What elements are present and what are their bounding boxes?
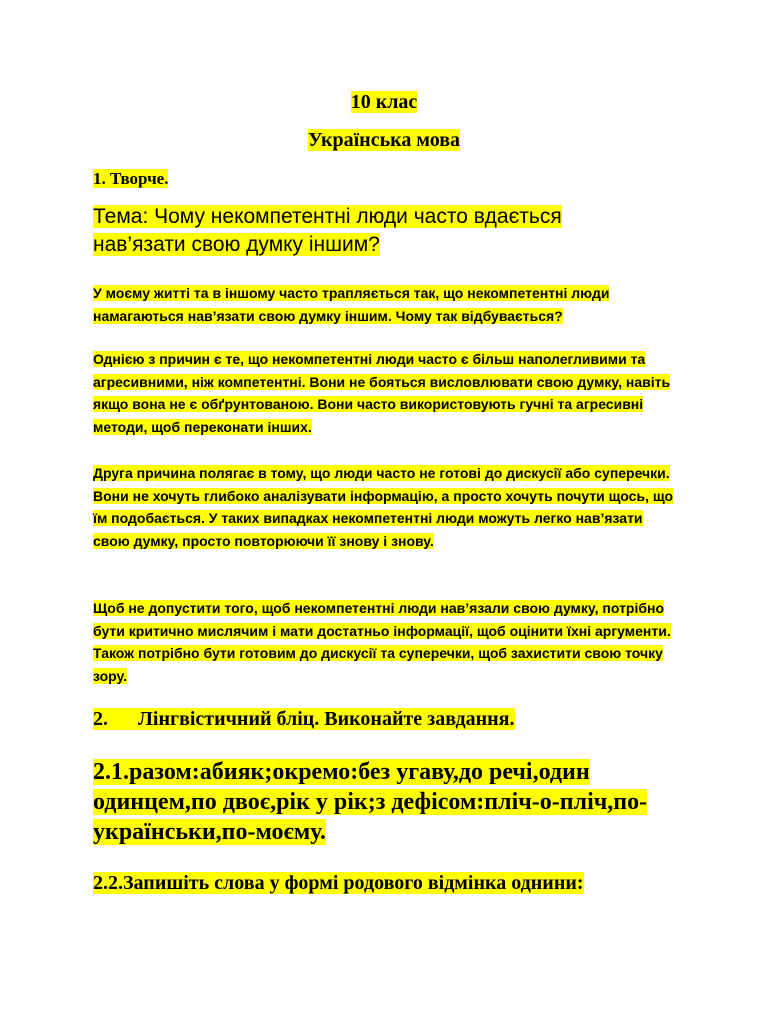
essay-paragraph-2 [93,348,683,438]
section-2-number [93,708,138,730]
section-2-number-text: 2. [93,708,108,730]
essay-paragraph-3-text: Друга причина полягає в тому, що люди часто не готові до дискусії або суперечки. Вони не хочуть глибоко аналізувати інформацію, а просто хочуть почути щось, що їм подобається. У таких випадках некомпетентні люди можуть легко нав’язати свою думку, просто повторюючи її знову і знову. [93,465,674,549]
essay-paragraph-2-text: Однією з причин є те, що некомпетентні люди часто є більш наполегливими та агресивними, ніж компетентні. Вони не бояться висловлювати свою думку, навіть якщо вона не є обґрунтованою. Вони часто використовують гучні та агресивні методи, щоб переконати інших. [93,351,671,435]
essay-topic [93,203,653,259]
grade-heading [0,90,768,114]
task-2-1-text: 2.1.разом:абияк;окремо:без угаву,до речі,один одинцем,по двоє,рік у рік;з дефісом:пліч-о-пліч,по-українськи,по-моєму. [93,759,648,845]
essay-paragraph-4-text: Щоб не допустити того, щоб некомпетентні люди нав’язали свою думку, потрібно бути критично мислячим і мати достатньо інформації, щоб оцінити їхні аргументи. Також потрібно бути готовим до дискусії та суперечки, щоб захистити свою точку зору. [93,600,671,684]
task-2-2-text: 2.2.Запишіть слова у формі родового відмінка однини: [93,872,584,894]
essay-topic-text: Тема: Чому некомпетентні люди часто вдається нав’язати свою думку іншим? [93,205,562,256]
essay-paragraph-4 [93,597,683,687]
task-2-2 [93,870,693,896]
essay-paragraph-1 [93,282,683,327]
essay-paragraph-1-text: У моєму житті та в іншому часто трапляється так, що некомпетентні люди намагаються нав’язати свою думку іншим. Чому так відбувається? [93,285,610,324]
subject-text: Українська мова [307,129,461,151]
essay-paragraph-3 [93,462,683,552]
section-1-heading-text: 1. Творче. [93,169,169,188]
section-2-heading [93,706,515,732]
subject-heading [0,128,768,152]
grade-text: 10 клас [350,91,418,113]
section-1-heading [93,168,168,190]
task-2-1 [93,757,693,847]
section-2-heading-text: Лінгвістичний бліц. Виконайте завдання. [138,708,515,730]
